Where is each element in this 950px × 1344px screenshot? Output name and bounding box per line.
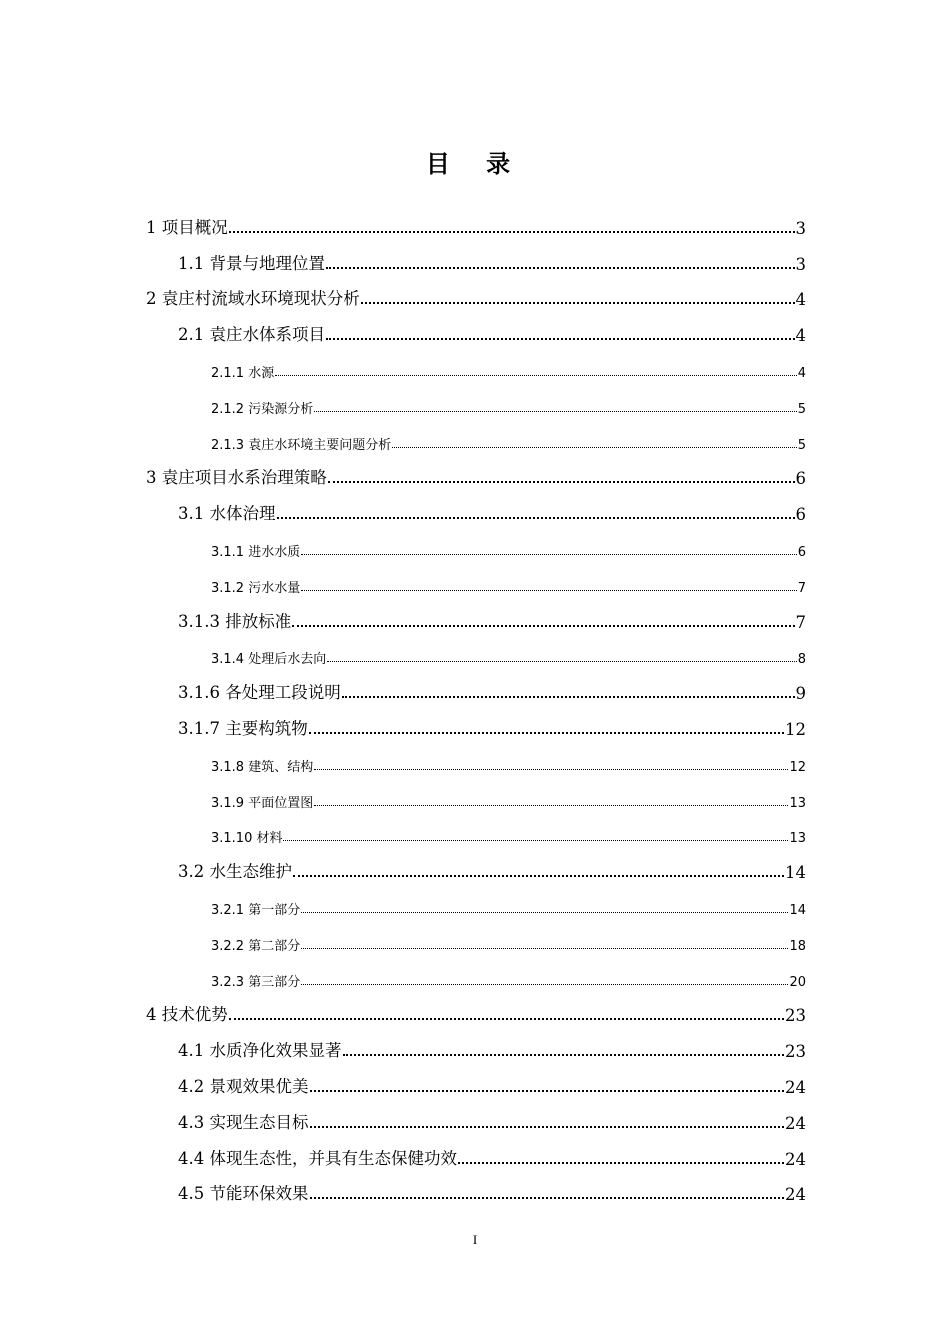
toc-entry-page: 7: [795, 612, 806, 632]
toc-dot-leader: [301, 553, 797, 555]
toc-entry[interactable]: [146, 494, 806, 530]
toc-entry[interactable]: [146, 1175, 806, 1211]
toc-entry[interactable]: [146, 888, 806, 924]
toc-entry-page: 9: [795, 684, 806, 704]
toc-entry-page: 24: [785, 1149, 806, 1169]
toc-dot-leader: [310, 1125, 785, 1128]
toc-entry-page: 23: [785, 1006, 806, 1026]
toc-dot-leader: [392, 446, 797, 448]
toc-entry-title: 3.1.10 材料: [211, 831, 283, 847]
toc-entry-page: 23: [785, 1042, 806, 1062]
toc-entry-page: 24: [785, 1185, 806, 1205]
toc-entry-title: 3.2 水生态维护: [178, 862, 292, 882]
toc-dot-leader: [458, 1161, 784, 1164]
toc-entry-title: 4.4 体现生态性，并具有生态保健功效: [178, 1148, 457, 1168]
toc-entry-title: 3.1.2 污水水量: [211, 580, 301, 596]
toc-entry[interactable]: [146, 1103, 806, 1139]
toc-entry[interactable]: [146, 459, 806, 495]
toc-entry-page: 3: [795, 218, 806, 238]
toc-dot-leader: [277, 516, 795, 519]
toc-entry-page: 13: [789, 831, 806, 847]
toc-entry-title: 3.1.9 平面位置图: [211, 795, 314, 811]
toc-entry-title: 4 技术优势: [146, 1005, 228, 1025]
toc-dot-leader: [293, 874, 784, 877]
toc-entry[interactable]: [146, 530, 806, 566]
toc-dot-leader: [292, 624, 794, 627]
toc-dot-leader: [301, 911, 788, 913]
toc-entry-page: 14: [785, 863, 806, 883]
toc-entry-page: 6: [795, 469, 806, 489]
toc-entry-title: 2.1.3 袁庄水环境主要问题分析: [211, 437, 392, 453]
toc-entry[interactable]: [146, 208, 806, 244]
toc-dot-leader: [314, 804, 788, 806]
toc-entry-page: 14: [789, 902, 806, 918]
toc-dot-leader: [343, 1053, 785, 1056]
toc-entry-page: 3: [795, 254, 806, 274]
toc-entry[interactable]: [146, 817, 806, 853]
toc-entry-title: 2 袁庄村流域水环境现状分析: [146, 289, 360, 309]
toc-entry[interactable]: [146, 781, 806, 817]
toc-entry-title: 3.1.8 建筑、结构: [211, 759, 314, 775]
toc-entry-page: 4: [795, 290, 806, 310]
toc-entry[interactable]: [146, 709, 806, 745]
toc-entry-page: 24: [785, 1113, 806, 1133]
toc-dot-leader: [301, 947, 788, 949]
toc-entry[interactable]: [146, 1139, 806, 1175]
toc-entry[interactable]: [146, 1067, 806, 1103]
toc-entry-title: 3 袁庄项目水系治理策略: [146, 468, 327, 488]
toc-entry-page: 24: [785, 1077, 806, 1097]
toc-entry-title: 2.1.1 水源: [211, 365, 275, 381]
toc-dot-leader: [314, 768, 788, 770]
toc-entry[interactable]: [146, 387, 806, 423]
toc-entry-title: 2.1.2 污染源分析: [211, 401, 314, 417]
toc-dot-leader: [275, 374, 797, 376]
toc-dot-leader: [301, 589, 797, 591]
toc-entry-page: 18: [789, 938, 806, 954]
toc-dot-leader: [326, 266, 795, 269]
toc-entry[interactable]: [146, 852, 806, 888]
toc-entry-page: 5: [797, 401, 806, 417]
toc-entry[interactable]: [146, 244, 806, 280]
toc-title: 目 录: [425, 150, 525, 178]
toc-entry[interactable]: [146, 602, 806, 638]
toc-dot-leader: [327, 660, 797, 662]
toc-entry-page: 20: [789, 974, 806, 990]
toc-entry-title: 1 项目概况: [146, 217, 228, 237]
toc-entry[interactable]: [146, 280, 806, 316]
toc-entry-page: 4: [797, 365, 806, 381]
table-of-contents: [146, 208, 806, 1210]
toc-dot-leader: [309, 731, 784, 734]
toc-entry[interactable]: [146, 423, 806, 459]
toc-entry-page: 13: [789, 795, 806, 811]
toc-dot-leader: [229, 1017, 784, 1020]
toc-entry-title: 3.2.3 第三部分: [211, 974, 301, 990]
toc-entry-title: 4.5 节能环保效果: [178, 1184, 309, 1204]
toc-entry[interactable]: [146, 960, 806, 996]
toc-entry-page: 5: [797, 437, 806, 453]
toc-entry-title: 4.1 水质净化效果显著: [178, 1041, 342, 1061]
toc-dot-leader: [314, 410, 797, 412]
toc-entry-title: 3.1.3 排放标准: [178, 611, 292, 631]
toc-dot-leader: [342, 695, 795, 698]
toc-entry[interactable]: [146, 315, 806, 351]
toc-entry-title: 2.1 袁庄水体系项目: [178, 325, 325, 345]
toc-entry-page: 6: [797, 544, 806, 560]
toc-entry[interactable]: [146, 673, 806, 709]
toc-entry-page: 12: [785, 719, 806, 739]
toc-entry[interactable]: [146, 996, 806, 1032]
toc-entry-page: 4: [795, 326, 806, 346]
toc-entry-title: 3.2.2 第二部分: [211, 938, 301, 954]
toc-entry-page: 12: [789, 759, 806, 775]
toc-entry[interactable]: [146, 924, 806, 960]
toc-entry-page: 6: [795, 505, 806, 525]
toc-entry-title: 3.1.1 进水水质: [211, 544, 301, 560]
toc-entry-page: 8: [797, 652, 806, 668]
toc-entry-title: 3.1 水体治理: [178, 504, 276, 524]
toc-dot-leader: [229, 230, 795, 233]
toc-entry[interactable]: [146, 566, 806, 602]
toc-dot-leader: [283, 839, 788, 841]
toc-entry[interactable]: [146, 745, 806, 781]
toc-entry-title: 4.2 景观效果优美: [178, 1076, 309, 1096]
toc-dot-leader: [310, 1089, 785, 1092]
toc-entry[interactable]: [146, 1031, 806, 1067]
toc-entry-title: 4.3 实现生态目标: [178, 1112, 309, 1132]
toc-entry-title: 3.1.4 处理后水去向: [211, 652, 327, 668]
toc-entry[interactable]: [146, 638, 806, 674]
toc-entry-title: 3.1.7 主要构筑物: [178, 718, 308, 738]
toc-entry-title: 1.1 背景与地理位置: [178, 253, 325, 273]
toc-dot-leader: [326, 337, 795, 340]
toc-dot-leader: [328, 480, 795, 483]
toc-entry-title: 3.1.6 各处理工段说明: [178, 683, 341, 703]
page-number-footer: I: [472, 1232, 478, 1247]
toc-entry-page: 7: [797, 580, 806, 596]
toc-entry-title: 3.2.1 第一部分: [211, 902, 301, 918]
toc-dot-leader: [310, 1196, 785, 1199]
toc-dot-leader: [301, 983, 788, 985]
toc-dot-leader: [361, 301, 795, 304]
toc-entry[interactable]: [146, 351, 806, 387]
